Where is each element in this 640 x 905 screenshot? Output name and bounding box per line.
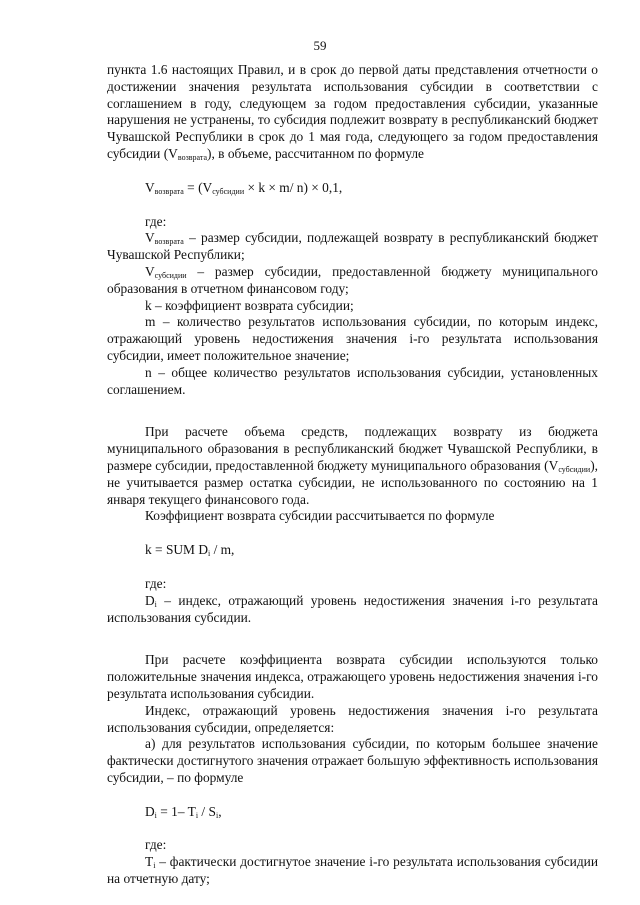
definition-n: n – общее количество результатов использования субсидии, установленных соглашением. [107,364,598,397]
page-number: 59 [313,38,327,53]
definition-d-i: $D_i$ – индекс, отражающий уровень недостижения значения i-го результата использования субсидии. [107,592,598,625]
paragraph-6: а) для результатов использования субсидии, по которым большее значение фактически достигнутого значения отражает большую эффективность использования субсидии, – по формуле [107,736,598,785]
definition-v-return: $V_{возврата}$ – размер субсидии, подлежащей возврату в республиканский бюджет Чувашской Республики; [107,230,598,263]
paragraph-5: Индекс, отражающий уровень недостижения значения i-го результата использования субсидии, определяется: [107,702,598,735]
definition-m: m – количество результатов использования субсидии, по которым индекс, отражающий уровень недостижения значения i-го результата использования субсидии, имеет положительное значение; [107,314,598,363]
formula-index: $D_i = 1-$ $T_i / S_i$, [145,803,222,820]
paragraph-3: Коэффициент возврата субсидии рассчитывается по формуле [145,508,495,524]
paragraph-4: При расчете коэффициента возврата субсидии используются только положительные значения индекса, отражающего уровень недостижения значения i-го результата использования субсидии. [107,652,598,701]
document-body [107,62,598,888]
paragraph-2: При расчете объема средств, подлежащих возврату из бюджета муниципального образования в республиканский бюджет Чувашской Республики, в размере субсидии, предоставленной бюджету муниципального образования $(V_{субсидии})$, не учитывается размер остатка субсидии, не использованного по состоянию на 1 января текущего финансового года. [107,424,598,507]
paragraph-1: пункта 1.6 настоящих Правил, и в срок до первой даты представления отчетности о достижении значения результата использования субсидии в соответствии с соглашением в году, следующем за годом предоставления субсидии, указанные нарушения не устранены, то субсидия подлежит возврату в республиканский бюджет Чувашской Республики в срок до 1 мая года, следующего за годом предоставления субсидии $(V_{возврата})$, в объеме, рассчитанном по формуле [107,62,598,162]
formula-return-volume: $V_{возврата} = (V_{субсидии} \times k \times m/$ n) × 0,1, [145,179,343,196]
where-label-1: где: [145,213,167,229]
definition-v-subsidy: $V_{субсидии}$ – размер субсидии, предоставленной бюджету муниципального образования в отчетном финансовом году; [107,263,598,296]
formula-coefficient: k = SUM $D_i$ / m, [145,542,235,559]
definition-k: k – коэффициент возврата субсидии; [145,297,354,313]
where-label-2: где: [145,575,167,591]
where-label-3: где: [145,837,167,853]
definition-t-i: $T_i$ – фактически достигнутое значение i-го результата использования субсидии на отчетную дату; [107,854,598,887]
